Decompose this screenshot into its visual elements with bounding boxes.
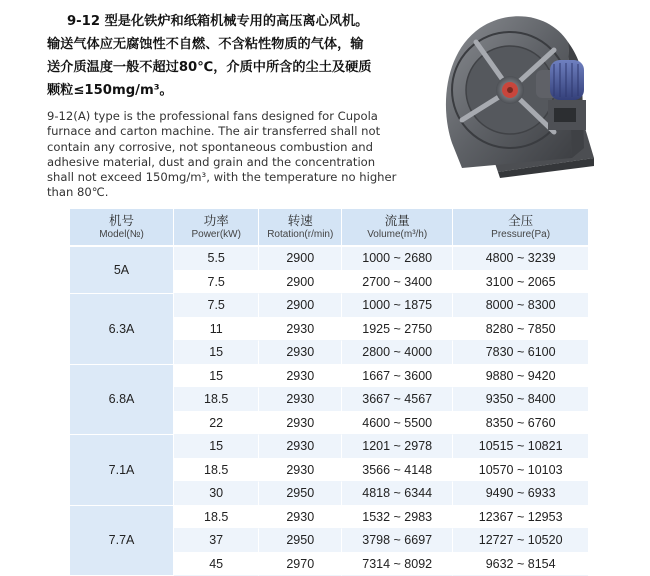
rotation-cell: 2930 <box>259 412 342 436</box>
pressure-cell: 9490 ~ 6933 <box>453 482 588 506</box>
power-cell: 30 <box>174 482 259 506</box>
rotation-cell: 2900 <box>259 247 342 271</box>
zh-line: 送介质温度一般不超过80℃，介质中所含的尘土及硬质 <box>47 56 427 79</box>
volume-cell: 1000 ~ 2680 <box>342 247 453 271</box>
header-zh: 转速 <box>259 213 341 228</box>
rotation-cell: 2900 <box>259 294 342 318</box>
power-cell: 7.5 <box>174 271 259 295</box>
zh-line: 9-12 型是化铁炉和纸箱机械专用的高压离心风机。 <box>47 10 427 33</box>
rotation-cell: 2900 <box>259 271 342 295</box>
rotation-cell: 2930 <box>259 435 342 459</box>
col-rotation-header <box>259 209 342 247</box>
model-cell: 7.1A <box>70 435 174 506</box>
table-row <box>70 365 588 389</box>
col-pressure-header <box>453 209 588 247</box>
power-cell: 5.5 <box>174 247 259 271</box>
en-line: shall not exceed 150mg/m³, with the temperature no higher <box>47 170 407 185</box>
header-en: Pressure(Pa) <box>453 228 588 241</box>
en-line: than 80℃. <box>47 185 407 200</box>
centrifugal-fan-image <box>432 8 600 178</box>
power-cell: 15 <box>174 435 259 459</box>
header-en: Power(kW) <box>174 228 258 241</box>
fan-spec-table <box>70 209 588 576</box>
header-zh: 功率 <box>174 213 258 228</box>
model-cell: 5A <box>70 247 174 294</box>
table-row <box>70 247 588 271</box>
col-model-header <box>70 209 174 247</box>
pressure-cell: 12727 ~ 10520 <box>453 529 588 553</box>
pressure-cell: 9350 ~ 8400 <box>453 388 588 412</box>
volume-cell: 1532 ~ 2983 <box>342 506 453 530</box>
zh-line: 输送气体应无腐蚀性不自燃、不含粘性物质的气体，输 <box>47 33 427 56</box>
header-zh: 全压 <box>453 213 588 228</box>
header-en: Volume(m³/h) <box>342 228 452 241</box>
pressure-cell: 8000 ~ 8300 <box>453 294 588 318</box>
power-cell: 37 <box>174 529 259 553</box>
chinese-description <box>47 10 427 102</box>
table-row <box>70 435 588 459</box>
english-description <box>47 109 407 201</box>
pressure-cell: 10515 ~ 10821 <box>453 435 588 459</box>
model-cell: 6.3A <box>70 294 174 365</box>
col-volume-header <box>342 209 453 247</box>
rotation-cell: 2930 <box>259 341 342 365</box>
rotation-cell: 2970 <box>259 553 342 576</box>
volume-cell: 1667 ~ 3600 <box>342 365 453 389</box>
pressure-cell: 8280 ~ 7850 <box>453 318 588 342</box>
en-line: 9-12(A) type is the professional fans designed for Cupola <box>47 109 407 124</box>
rotation-cell: 2930 <box>259 388 342 412</box>
power-cell: 18.5 <box>174 506 259 530</box>
power-cell: 7.5 <box>174 294 259 318</box>
table-row <box>70 294 588 318</box>
rotation-cell: 2950 <box>259 529 342 553</box>
volume-cell: 4818 ~ 6344 <box>342 482 453 506</box>
pressure-cell: 8350 ~ 6760 <box>453 412 588 436</box>
en-line: contain any corrosive, not spontaneous combustion and <box>47 140 407 155</box>
volume-cell: 1201 ~ 2978 <box>342 435 453 459</box>
power-cell: 45 <box>174 553 259 576</box>
rotation-cell: 2930 <box>259 459 342 483</box>
header-en: Model(№) <box>70 228 173 241</box>
rotation-cell: 2930 <box>259 318 342 342</box>
pressure-cell: 9880 ~ 9420 <box>453 365 588 389</box>
zh-line: 颗粒≤150mg/m³。 <box>47 79 427 102</box>
model-cell: 7.7A <box>70 506 174 576</box>
power-cell: 15 <box>174 341 259 365</box>
volume-cell: 2800 ~ 4000 <box>342 341 453 365</box>
volume-cell: 2700 ~ 3400 <box>342 271 453 295</box>
pressure-cell: 7830 ~ 6100 <box>453 341 588 365</box>
header-en: Rotation(r/min) <box>259 228 341 241</box>
power-cell: 15 <box>174 365 259 389</box>
power-cell: 18.5 <box>174 388 259 412</box>
power-cell: 11 <box>174 318 259 342</box>
col-power-header <box>174 209 259 247</box>
header-zh: 流量 <box>342 213 452 228</box>
pressure-cell: 3100 ~ 2065 <box>453 271 588 295</box>
table-row <box>70 506 588 530</box>
volume-cell: 1925 ~ 2750 <box>342 318 453 342</box>
table-header-row <box>70 209 588 247</box>
en-line: adhesive material, dust and grain and the concentration <box>47 155 407 170</box>
volume-cell: 7314 ~ 8092 <box>342 553 453 576</box>
en-line: furnace and carton machine. The air transferred shall not <box>47 124 407 139</box>
model-cell: 6.8A <box>70 365 174 436</box>
pressure-cell: 9632 ~ 8154 <box>453 553 588 576</box>
volume-cell: 1000 ~ 1875 <box>342 294 453 318</box>
volume-cell: 3667 ~ 4567 <box>342 388 453 412</box>
volume-cell: 4600 ~ 5500 <box>342 412 453 436</box>
pressure-cell: 12367 ~ 12953 <box>453 506 588 530</box>
rotation-cell: 2930 <box>259 365 342 389</box>
pressure-cell: 4800 ~ 3239 <box>453 247 588 271</box>
power-cell: 22 <box>174 412 259 436</box>
rotation-cell: 2930 <box>259 506 342 530</box>
pressure-cell: 10570 ~ 10103 <box>453 459 588 483</box>
volume-cell: 3798 ~ 6697 <box>342 529 453 553</box>
rotation-cell: 2950 <box>259 482 342 506</box>
header-zh: 机号 <box>70 213 173 228</box>
volume-cell: 3566 ~ 4148 <box>342 459 453 483</box>
power-cell: 18.5 <box>174 459 259 483</box>
